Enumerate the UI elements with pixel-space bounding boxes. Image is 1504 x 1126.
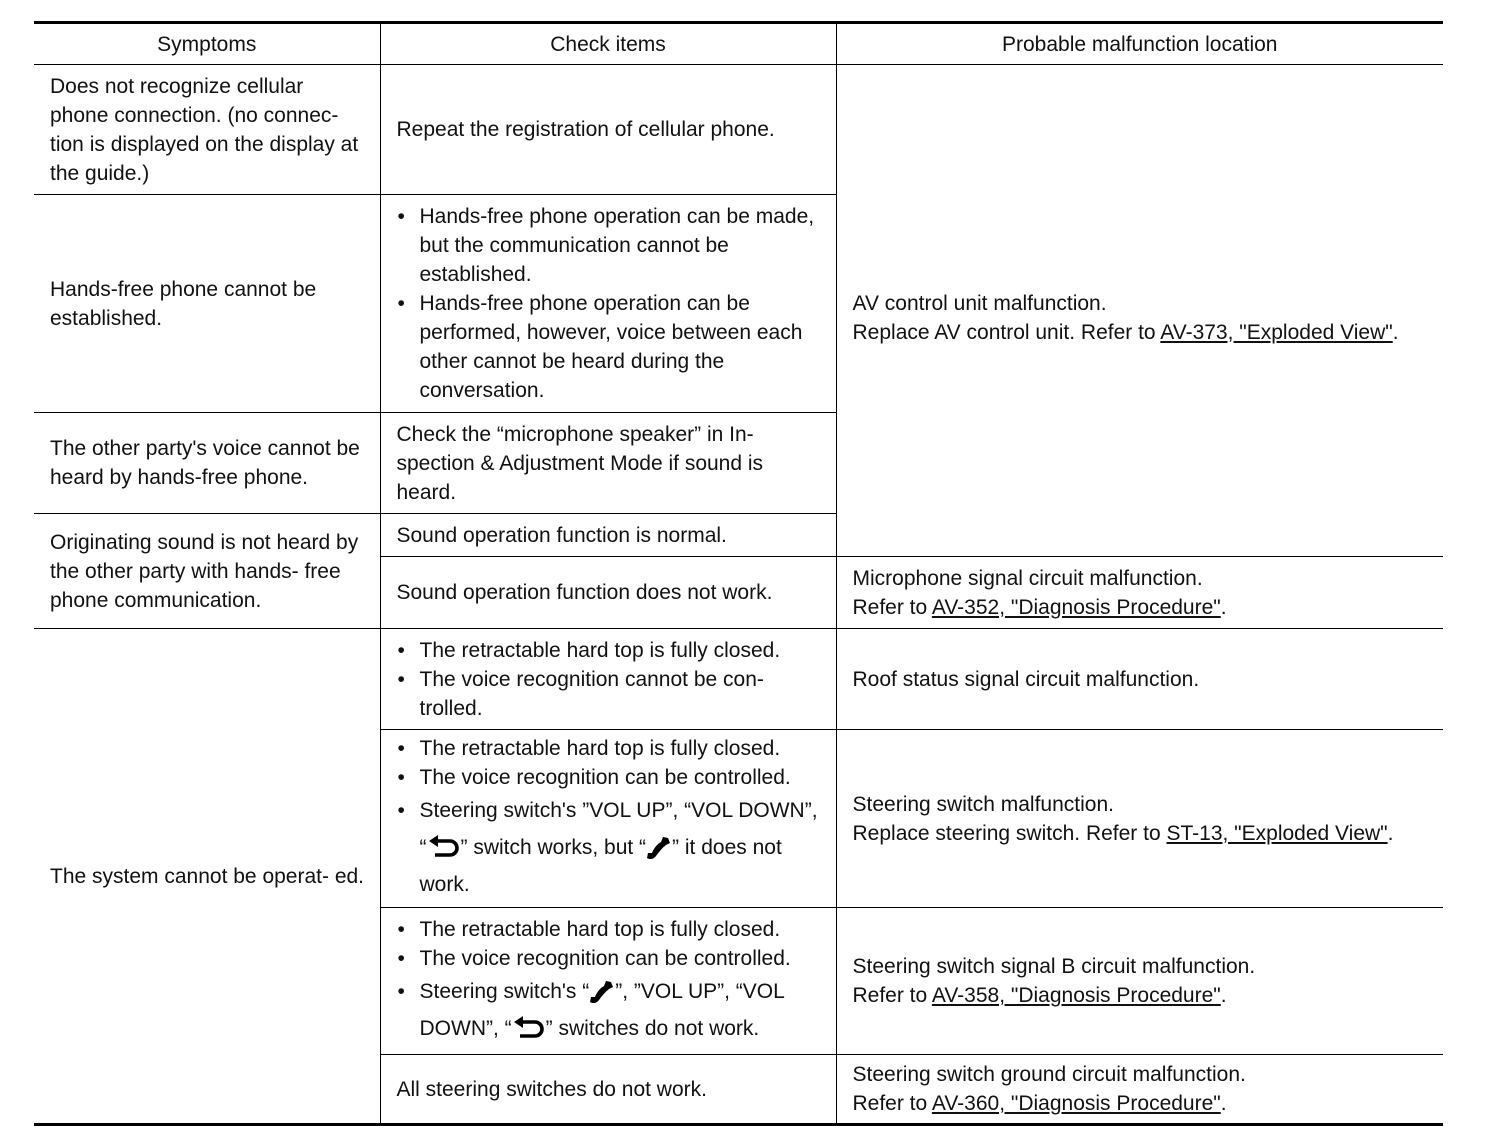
list-item: • Steering switch's ”VOL UP”, “VOL DOWN”, “ ” switch works, but “ ” it does not work. bbox=[397, 792, 822, 903]
symptom-cell: The system cannot be operat- ed. bbox=[34, 629, 380, 1125]
location-cell bbox=[836, 908, 1443, 1055]
reference-link[interactable]: ST-13, "Exploded View" bbox=[1166, 821, 1388, 845]
header-check-items: Check items bbox=[380, 23, 836, 65]
list-item: • Hands-free phone operation can be performed, however, voice between each other cannot be heard during the conversation. bbox=[397, 289, 822, 405]
symptom-cell: Originating sound is not heard by the other party with hands- free phone communication. bbox=[34, 514, 380, 629]
location-line: Refer to AV-360, "Diagnosis Procedure". bbox=[852, 1092, 1227, 1115]
symptom-cell: Hands-free phone cannot be established. bbox=[34, 195, 380, 413]
location-cell bbox=[836, 730, 1443, 908]
header-location: Probable malfunction location bbox=[836, 23, 1443, 65]
check-cell: Check the “microphone speaker” in In- spection & Adjustment Mode if sound is heard. bbox=[380, 413, 836, 514]
location-line: Refer to AV-352, "Diagnosis Procedure". bbox=[852, 595, 1227, 619]
reference-link[interactable]: AV-373, "Exploded View" bbox=[1160, 320, 1393, 344]
back-arrow-icon bbox=[427, 835, 461, 861]
location-line: AV control unit malfunction. bbox=[852, 291, 1107, 315]
location-line: Replace AV control unit. Refer to AV-373, "Exploded View". bbox=[852, 320, 1399, 344]
check-cell bbox=[380, 908, 836, 1055]
back-arrow-icon bbox=[512, 1016, 546, 1042]
location-line: Replace steering switch. Refer to ST-13, "Exploded View". bbox=[852, 821, 1394, 845]
check-cell: Sound operation function is normal. bbox=[380, 514, 836, 557]
list-item: • The voice recognition can be controlled. bbox=[397, 763, 822, 792]
check-cell: Sound operation function does not work. bbox=[380, 557, 836, 629]
symptom-cell: The other party's voice cannot be heard by hands-free phone. bbox=[34, 413, 380, 514]
check-cell bbox=[380, 730, 836, 908]
symptom-cell: Does not recognize cellular phone connection. (no connec- tion is displayed on the display at the guide.) bbox=[34, 65, 380, 195]
list-item: • The voice recognition cannot be con- trolled. bbox=[397, 665, 822, 723]
list-item: • The retractable hard top is fully closed. bbox=[397, 636, 822, 665]
reference-link[interactable]: AV-358, "Diagnosis Procedure" bbox=[931, 984, 1221, 1007]
location-line: Refer to AV-358, "Diagnosis Procedure". bbox=[852, 984, 1227, 1007]
reference-link[interactable]: AV-352, "Diagnosis Procedure" bbox=[931, 595, 1221, 619]
location-cell bbox=[836, 65, 1443, 557]
list-item: • The voice recognition can be controlled. bbox=[397, 944, 822, 973]
header-row bbox=[34, 23, 1443, 65]
location-line: Steering switch signal B circuit malfunction. bbox=[852, 955, 1256, 978]
phone-handset-icon bbox=[589, 979, 615, 1005]
location-cell bbox=[836, 1055, 1443, 1125]
check-cell: Repeat the registration of cellular phone. bbox=[380, 65, 836, 195]
check-cell: All steering switches do not work. bbox=[380, 1055, 836, 1125]
location-cell: Roof status signal circuit malfunction. bbox=[836, 629, 1443, 730]
table-row bbox=[34, 65, 1443, 195]
location-line: Steering switch malfunction. bbox=[852, 792, 1114, 816]
check-list bbox=[397, 915, 822, 1047]
list-item: • The retractable hard top is fully closed. bbox=[397, 915, 822, 944]
check-list bbox=[397, 636, 822, 723]
phone-handset-icon bbox=[646, 835, 672, 861]
reference-link[interactable]: AV-360, "Diagnosis Procedure" bbox=[931, 1092, 1221, 1115]
check-cell bbox=[380, 629, 836, 730]
header-symptoms: Symptoms bbox=[34, 23, 380, 65]
list-item: • Hands-free phone operation can be made, but the communication cannot be established. bbox=[397, 202, 822, 289]
check-list bbox=[397, 202, 822, 405]
diagnosis-table bbox=[34, 21, 1443, 1126]
list-item: • Steering switch's “ ”, ”VOL UP”, “VOL DOWN”, “ ” switches do not work. bbox=[397, 973, 822, 1047]
check-cell bbox=[380, 195, 836, 413]
list-item: • The retractable hard top is fully closed. bbox=[397, 734, 822, 763]
check-list bbox=[397, 734, 822, 903]
location-line: Microphone signal circuit malfunction. bbox=[852, 566, 1203, 590]
table-row bbox=[34, 629, 1443, 730]
location-line: Steering switch ground circuit malfunction. bbox=[852, 1063, 1246, 1086]
location-cell bbox=[836, 557, 1443, 629]
